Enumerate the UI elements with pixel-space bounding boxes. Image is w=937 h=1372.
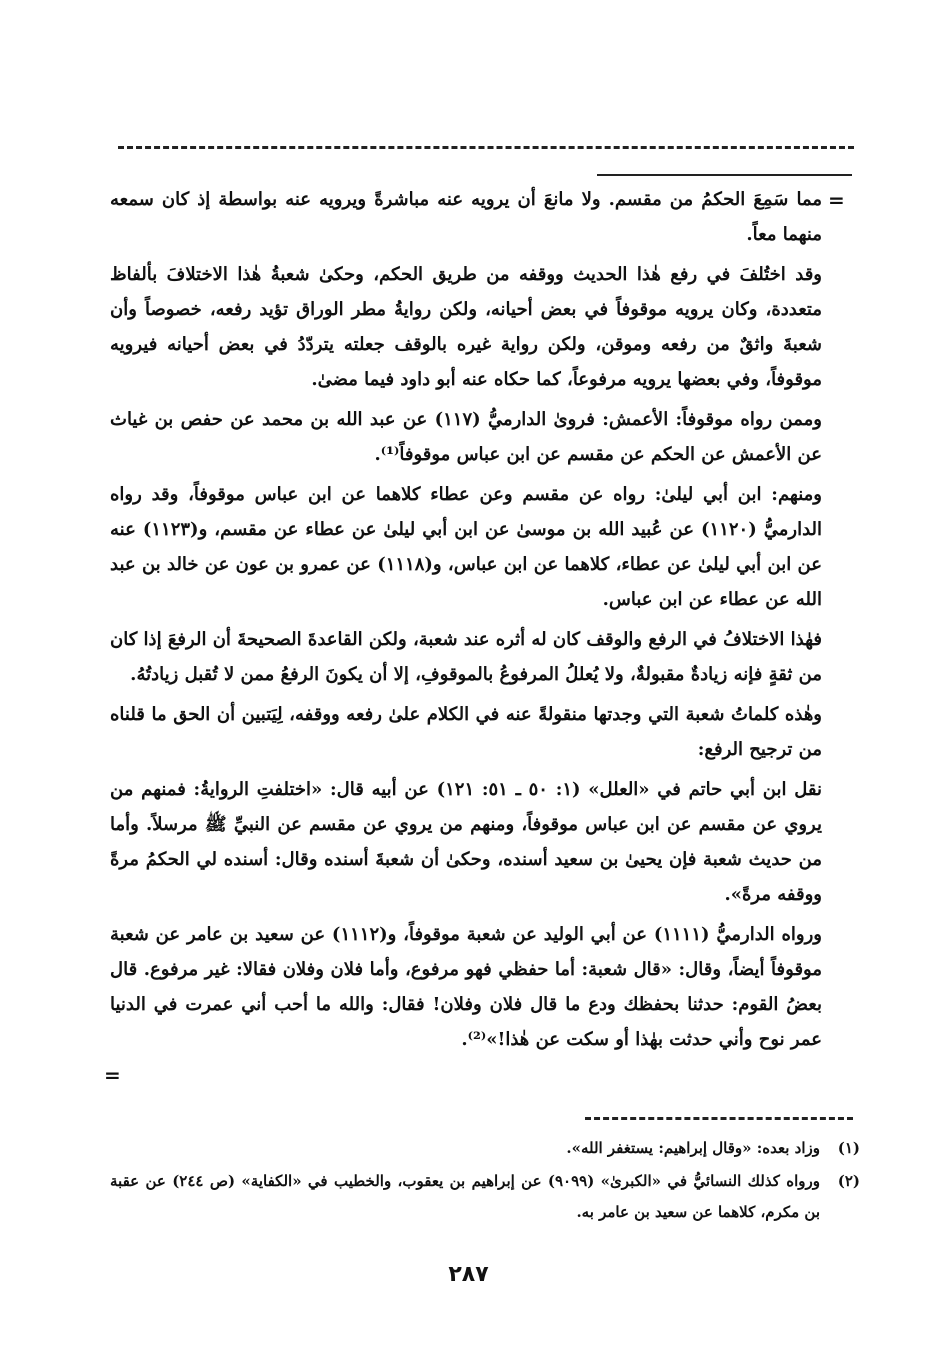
paragraph: ومنهم: ابن أبي ليلىٰ: رواه عن مقسم وعن عطاء كلاهما عن ابن عباس موقوفاً، وقد رواه الدارميُّ (١١٢٠) عن عُبيد الله بن موسىٰ عن ابن أبي ليلىٰ عن عطاء عن مقسم، و(١١٢٣) عنه عن ابن أبي ليلىٰ عن عطاء، كلاهما عن ابن عباس، و(١١١٨) عن عمرو بن عون عن خالد بن عبد الله عن عطاء عن ابن عباس. [110,484,823,610]
page-number: ٢٨٧ [448,1262,489,1287]
footnote-number: (٢) [837,1172,860,1190]
footnote-number: (١) [837,1139,860,1157]
paragraph: فهٰذا الاختلافُ في الرفع والوقف كان له أثره عند شعبة، ولكن القاعدةَ الصحيحةَ أن الرفعَ إذا كان من ثقةٍ فإنه زيادةٌ مقبولةٌ، ولا يُعللُ المرفوعُ بالموقوفِ، إلا أن يكونَ الرفعُ ممن لا تُقبل زيادتُهُ. [110,629,822,685]
footnote-text: وزاد بعده: «وقال إبراهيم: يستغفر الله». [566,1139,820,1157]
continuation-mark: = [828,188,845,212]
paragraph: وهٰذه كلماتُ شعبة التي وجدتها منقولةً عنه في الكلام علىٰ رفعه ووقفه، لِيَتبين أن الحق ما قلناه من ترجيح الرفع: [110,704,822,760]
paragraph: نقل ابن أبي حاتم في «العلل» (١: ٥٠ ـ ٥١: ١٢١) عن أبيه قال: «اختلفتِ الروايةُ: فمنهم من يروي عن مقسم عن ابن عباس موقوفاً، ومنهم من يروي عن مقسم عن النبيِّ ﷺ مرسلاً. وأما من حديث شعبة فإن يحيىٰ بن سعيد أسنده، وحكىٰ أن شعبةَ أسنده وقال: أسنده لي الحكمُ مرةً ووقفه مرةً». [110,779,822,905]
footnote-separator [585,1117,853,1120]
paragraph: وقد اختُلفَ في رفع هٰذا الحديث ووقفه من طريق الحكم، وحكىٰ شعبةُ هٰذا الاختلافَ بألفاظ متعددة، وكان يرويه موقوفاً في بعض أحيانه، ولكن روايةُ مطر الوراق تؤيد رفعه، خصوصاً وأن شعبةَ واثقٌ من رفعه وموقن، ولكن رواية غيره بالوقف جعلته يتردّدُ في بعض أحيانه فيرويه موقوفاً، وفي بعضها يرويه مرفوعاً، كما حكاه عنه أبو داود فيما مضىٰ. [110,264,822,390]
main-text [110,182,822,1062]
footnotes [110,1133,860,1230]
footnote [110,1166,860,1228]
paragraph: مما سَمِعَ الحكمُ من مقسم. ولا مانعَ أن يرويه عنه مباشرةً ويرويه عنه بواسطة إذ كان سمعه منهما معاً. [110,189,822,245]
footnote-text: ورواه كذلك النسائيُّ في «الكبرىٰ» (٩٠٩٩) عن إبراهيم بن يعقوب، والخطيب في «الكفاية» (ص ٢٤٤) عن عقبة بن مكرم، كلاهما عن سعيد بن عامر به. [110,1172,820,1221]
end-continuation-mark: = [104,1063,121,1087]
header-solid-rule [597,174,852,176]
paragraph: ورواه الدارميُّ (١١١١) عن أبي الوليد عن شعبة موقوفاً، و(١١١٢) عن سعيد بن عامر عن شعبة موقوفاً أيضاً، وقال: «قال شعبة: أما حفظي فهو مرفوع، وأما فلان وفلان فقالا: غير مرفوع. قال بعضُ القوم: حدثنا بحفظك ودع ما قال فلان وفلان! فقال: والله ما أحب أني عمرت في الدنيا عمر نوح وأني حدثت بهٰذا أو سكت عن هٰذا!»⁽²⁾. [110,924,822,1050]
footnote [110,1133,860,1164]
header-dashed-rule [118,146,854,149]
paragraph: وممن رواه موقوفاً: الأعمش: فروىٰ الدارميُّ (١١٧) عن عبد الله بن محمد عن حفص بن غياث عن الأعمش عن الحكم عن مقسم عن ابن عباس موقوفاً⁽¹⁾. [110,409,822,465]
